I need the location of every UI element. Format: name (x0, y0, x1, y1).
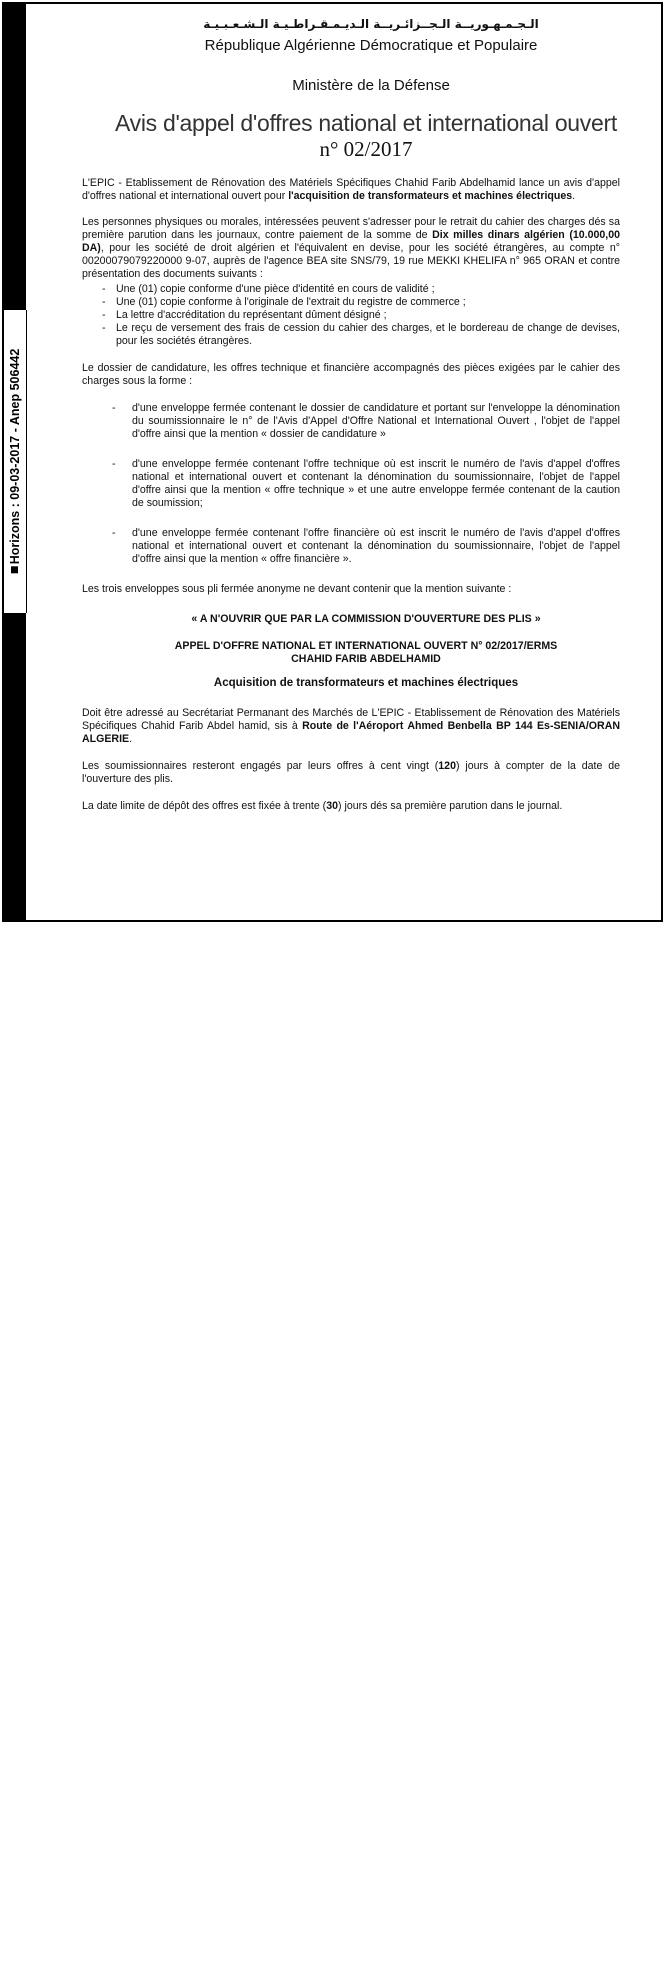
validity-text-2: ) jours à compter de la date de l'ouverture des plis. (82, 760, 620, 785)
list-item: - d'une enveloppe fermée contenant le dossier de candidature et portant sur l'enveloppe la dénomination du soumissionnaire le n° de l'Avis d'Appel d'Offre National et International Ouvert , l'objet de l'appel d'offre ainsi que la mention « dossier de candidature » (112, 402, 620, 441)
side-label (8, 349, 22, 574)
list-item: - d'une enveloppe fermée contenant l'offre technique où est inscrit le numéro de l'avis d'appel d'offres national et international ouvert et contenant la dénomination du soumissionnaire, l'objet de l'appel d'offre ainsi que la mention « offre technique » et une autre enveloppe fermée contenant de la caution de soumission; (112, 458, 620, 510)
intro-paragraph (82, 177, 620, 203)
do-not-open-mention: « A N'OUVRIR QUE PAR LA COMMISSION D'OUVERTURE DES PLIS » (191, 613, 541, 625)
deadline-paragraph (82, 800, 620, 813)
list-item: - La lettre d'accréditation du représentant dûment désigné ; (102, 309, 620, 322)
intro-text: L'EPIC - Etablissement de Rénovation des Matériels Spécifiques Chahid Farib Abdelhamid lance un avis d'appel d'offres national et international ouvert pour (82, 177, 620, 202)
square-icon (11, 566, 18, 573)
validity-text-1: Les soumissionnaires resteront engagés par leurs offres à cent vingt ( (82, 760, 439, 772)
envelopes-note: Les trois enveloppes sous pli fermée anonyme ne devant contenir que la mention suivante : (82, 583, 512, 595)
republic-header: République Algérienne Démocratique et Populaire (204, 37, 538, 54)
deadline-text-1: La date limite de dépôt des offres est fixée à trente ( (82, 800, 327, 812)
list-item: - Le reçu de versement des frais de cession du cahier des charges, et le bordereau de change de devises, pour les sociétés étrangères. (102, 322, 620, 348)
intro-subject: l'acquisition de transformateurs et machines électriques (288, 190, 573, 202)
conditions-amount: Dix milles dinars algérien (10.000,00 DA) (82, 229, 620, 254)
conditions-paragraph (82, 216, 620, 281)
notice-title: Avis d'appel d'offres national et international ouvert (115, 110, 617, 136)
tender-reference (112, 640, 620, 666)
address-text: Doit être adressé au Secrétariat Permanant des Marchés de L'EPIC - Etablissement de Rénovation des Matériels Spécifiques Chahid Farib Abdel hamid, sis à (82, 707, 620, 732)
arabic-header: الـجـمـهـوريــة الـجــزائـريــة الـديـمـقـراطـيـة الـشـعـبـيـة (203, 17, 539, 31)
side-strip (4, 4, 26, 920)
validity-paragraph (82, 760, 620, 786)
notice-number: n° 02/2017 (319, 137, 413, 161)
acquisition-subject: Acquisition de transformateurs et machines électriques (213, 677, 519, 689)
deadline-days: 30 (326, 800, 338, 812)
side-label-box (4, 310, 27, 613)
side-label-text: Horizons : 09-03-2017 - Anep 506442 (8, 348, 22, 565)
list-item: - Une (01) copie conforme d'une pièce d'identité en cours de validité ; (102, 283, 620, 296)
ministry-header: Ministère de la Défense (292, 77, 450, 94)
required-documents-list (82, 283, 620, 348)
address-end: . (129, 733, 133, 745)
address-paragraph (82, 707, 620, 746)
envelopes-list (82, 402, 620, 566)
conditions-text-1: Les personnes physiques ou morales, intéressées peuvent s'adresser pour le retrait du cahier des charges dés sa première parution dans les journaux, contre paiement de la somme de (82, 216, 620, 241)
notice-frame (2, 2, 663, 922)
intro-end: . (572, 190, 576, 202)
dossier-paragraph: Le dossier de candidature, les offres technique et financière accompagnés des pièces exigées par le cahier des charges sous la forme : (82, 362, 620, 387)
validity-days: 120 (438, 760, 456, 772)
list-item: - d'une enveloppe fermée contenant l'offre financière où est inscrit le numéro de l'avis d'appel d'offres national et international ouvert et contenant la dénomination du soumissionnaire, l'objet de l'appel d'offre ainsi que la mention « offre financière ». (112, 527, 620, 566)
tender-reference-line-1: APPEL D'OFFRE NATIONAL ET INTERNATIONAL OUVERT N° 02/2017/ERMS (174, 640, 558, 652)
conditions-text-2: , pour les société de droit algérien et l'équivalent en devise, pour les société étrangères, au compte n° 00200079079220000 9-07, auprès de l'agence BEA site SNS/79, 19 rue MEKKI KHELIFA n° 965 ORAN et contre présentation des documents suivants : (82, 242, 620, 280)
notice-content (82, 16, 620, 813)
list-item: - Une (01) copie conforme à l'originale de l'extrait du registre de commerce ; (102, 296, 620, 309)
address-location: Route de l'Aéroport Ahmed Benbella BP 144 Es-SENIA/ORAN ALGERIE (82, 720, 620, 745)
deadline-text-2: ) jours dés sa première parution dans le journal. (338, 800, 563, 812)
tender-reference-line-2: CHAHID FARIB ABDELHAMID (291, 653, 441, 665)
